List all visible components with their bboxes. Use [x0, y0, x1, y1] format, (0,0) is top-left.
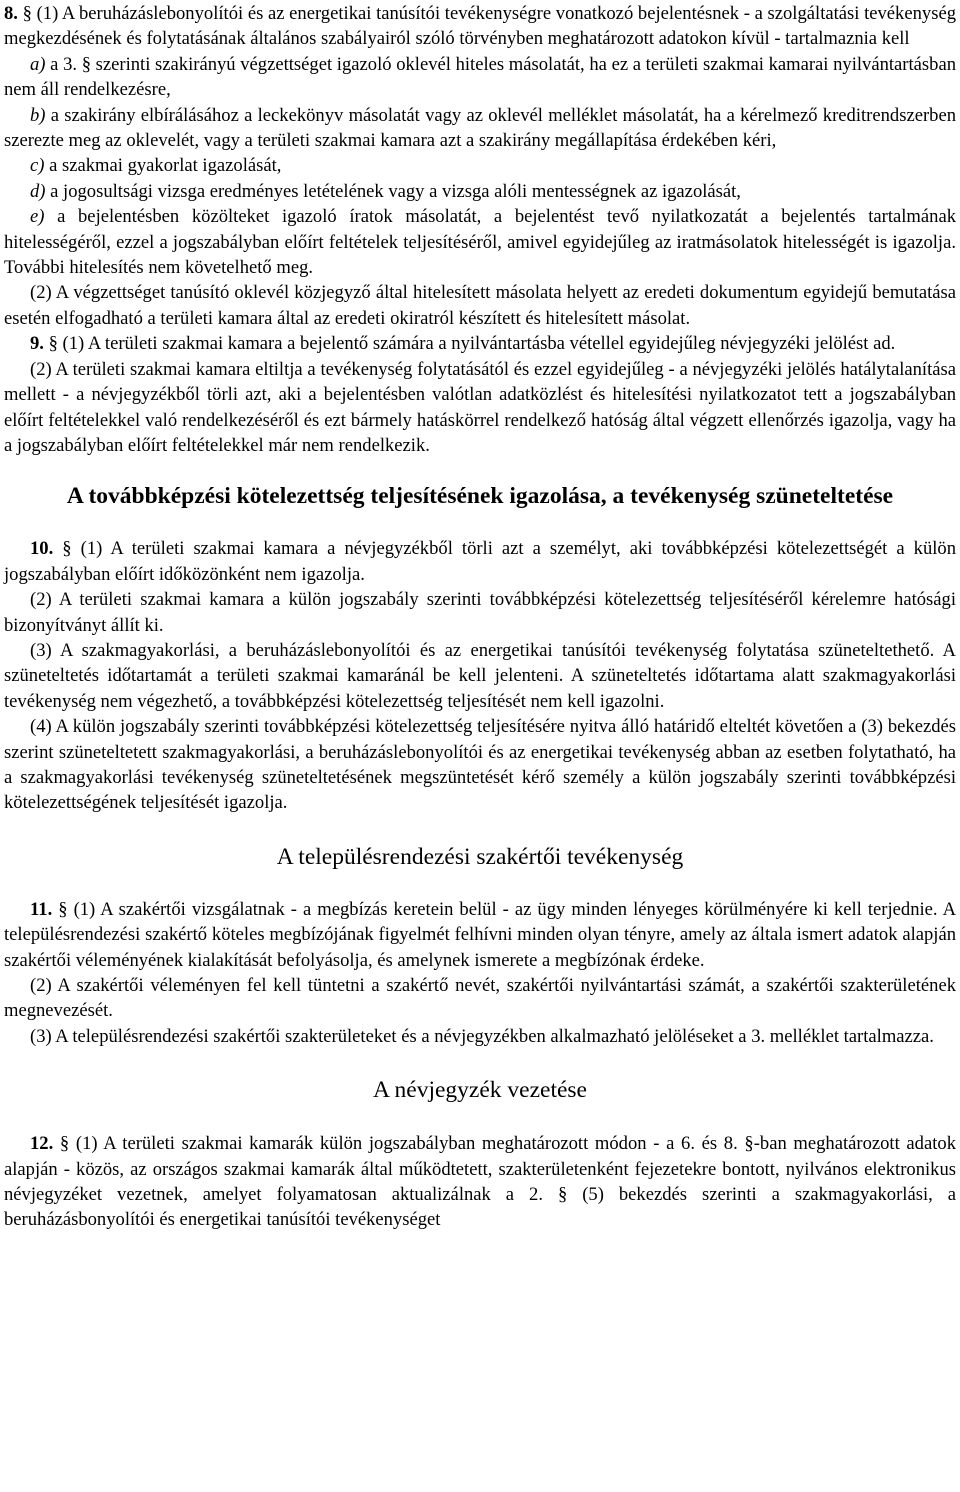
paragraph-text: § (1) A területi szakmai kamara a bejelentő számára a nyilvántartásba vétellel egyidejűleg névjegyzéki jelölést ad. — [43, 333, 896, 355]
section-11-paragraph-2: (2) A szakértői véleményen fel kell tüntetni a szakértő nevét, szakértői nyilvántartási számát, a szakértői szakterületének megnevezését. — [4, 975, 956, 1022]
point-text: a szakmai gyakorlat igazolását, — [44, 155, 282, 177]
point-label: a) — [30, 53, 46, 75]
point-c — [4, 153, 956, 178]
paragraph-text: § (1) A szakértői vizsgálatnak - a megbízás keretein belül - az ügy minden lényeges körülményére ki kell terjednie. A településrendezési szakértő köteles megbízójának figyelmét felhívni minden olyan tényre, amely az általa ismert adatok alapján szakértői véleményének kialakítását befolyásolja, és amelynek ismerete a megbízónak érdeke. — [4, 898, 956, 971]
point-a — [4, 52, 956, 103]
section-11-paragraph-1 — [4, 897, 956, 973]
point-text: a szakirány elbírálásához a leckekönyv másolatát vagy az oklevél melléklet másolatát, ha a kérelmező kreditrendszerben szerezte meg az oklevelét, vagy a területi szakmai kamara azt a szakirány megállapítása érdekében kéri, — [4, 104, 956, 152]
section-9-paragraph-1 — [4, 331, 956, 356]
section-number: 9. — [30, 333, 44, 355]
paragraph-text: § (1) A beruházáslebonyolítói és az energetikai tanúsítói tevékenységre vonatkozó bejelentésnek - a szolgáltatási tevékenység megkezdésének és folytatásának általános szabályairól szóló törvényben meghatározott adatokon kívül - tartalmaznia kell — [4, 3, 956, 50]
section-number: 10. — [30, 538, 54, 560]
section-9-paragraph-2: (2) A területi szakmai kamara eltiltja a tevékenység folytatásától és ezzel egyidejűleg - a névjegyzéki jelölés hatálytalanítása mellett - a névjegyzékből törli azt, aki a bejelentésben valótlan adatközlést és hitelesítési nyilatkozatot tett a jogszabályban előírt feltételekkel való rendelkezéséről és ezt bármely hatáskörrel rendelkező hatóság által végzett ellenőrzés igazolja, vagy ha a jogszabályban előírt feltételekkel már nem rendelkezik. — [4, 358, 956, 456]
point-label: d) — [30, 180, 46, 202]
heading-register: A névjegyzék vezetése — [372, 1077, 587, 1104]
section-10-paragraph-4: (4) A külön jogszabály szerinti továbbképzési kötelezettség teljesítésére nyitva álló határidő elteltét követően a (3) bekezdés szerint szüneteltetett szakmagyakorlási, a beruházáslebonyolítói és az energetikai tevékenység abban az esetben folytatható, ha a szakmagyakorlási tevékenység szüneteltetésének megszüntetését kérő személy a külön jogszabály szerinti továbbképzési kötelezettségének teljesítését igazolja. — [4, 716, 956, 814]
section-number: 11. — [30, 898, 53, 920]
paragraph-text: § (1) A területi szakmai kamarák külön jogszabályban meghatározott módon - a 6. és 8. §-ban meghatározott adatok alapján - közös, az országos szakmai kamarák által működtetett, szakterületenként fejezetekre bontott, nyilvános elektronikus névjegyzéket vezetnek, amelyet folyamatosan aktualizálnak a 2. § (5) bekezdés szerinti a szakmagyakorlási, a beruházásbonyolítói és energetikai tanúsítói tevékenységet — [4, 1133, 956, 1231]
point-e — [4, 204, 956, 280]
section-number: 8. — [4, 3, 18, 24]
heading-expert-activity: A településrendezési szakértői tevékenység — [276, 843, 684, 870]
point-label: b) — [30, 104, 46, 126]
point-label: c) — [30, 155, 45, 177]
point-d — [4, 179, 956, 204]
section-12-paragraph-1 — [4, 1131, 956, 1233]
heading-continuing-education: A továbbképzési kötelezettség teljesítésének igazolása, a tevékenység szüneteltetése — [66, 483, 894, 510]
section-8-paragraph-2: (2) A végzettséget tanúsító oklevél közjegyző által hitelesített másolata helyett az eredeti dokumentum egyidejű bemutatása esetén elfogadható a területi kamara által az eredeti okiratról készített és hitelesített másolat. — [4, 282, 956, 329]
paragraph-text: § (1) A területi szakmai kamara a névjegyzékből törli azt a személyt, aki továbbképzési kötelezettségét a külön jogszabályban előírt időközönként nem igazolja. — [4, 538, 956, 585]
section-10-paragraph-2: (2) A területi szakmai kamara a külön jogszabály szerinti továbbképzési kötelezettség teljesítéséről kérelemre hatósági bizonyítványt állít ki. — [4, 589, 956, 636]
point-text: a bejelentésben közölteket igazoló íratok másolatát, a bejelentést tevő nyilatkozatát a bejelentés tartalmának hitelességéről, ezzel a jogszabályban előírt feltételek teljesítéséről, amivel egyidejűleg az iratmásolatok hitelességét is igazolja. További hitelesítés nem követelhető meg. — [4, 206, 956, 279]
point-label: e) — [30, 206, 45, 228]
point-b — [4, 103, 956, 154]
section-number: 12. — [30, 1133, 54, 1155]
section-10-paragraph-1 — [4, 536, 956, 587]
point-text: a jogosultsági vizsga eredményes letételének vagy a vizsga alóli mentességnek az igazolását, — [45, 180, 741, 202]
section-10-paragraph-3: (3) A szakmagyakorlási, a beruházáslebonyolítói és az energetikai tanúsítói tevékenység folytatása szüneteltethető. A szüneteltetés időtartamát a területi szakmai kamaránál be kell jelenteni. A szüneteltetés időtartama alatt szakmagyakorlási tevékenység nem végezhető, a továbbképzési kötelezettség teljesítését nem kell igazolni. — [4, 639, 956, 712]
section-11-paragraph-3: (3) A településrendezési szakértői szakterületeket és a névjegyzékben alkalmazható jelöléseket a 3. melléklet tartalmazza. — [30, 1025, 934, 1047]
section-8-paragraph-1 — [4, 1, 956, 52]
point-text: a 3. § szerinti szakirányú végzettséget igazoló oklevél hiteles másolatát, ha ez a területi szakmai kamarai nyilvántartásban nem áll rendelkezésre, — [4, 53, 956, 101]
